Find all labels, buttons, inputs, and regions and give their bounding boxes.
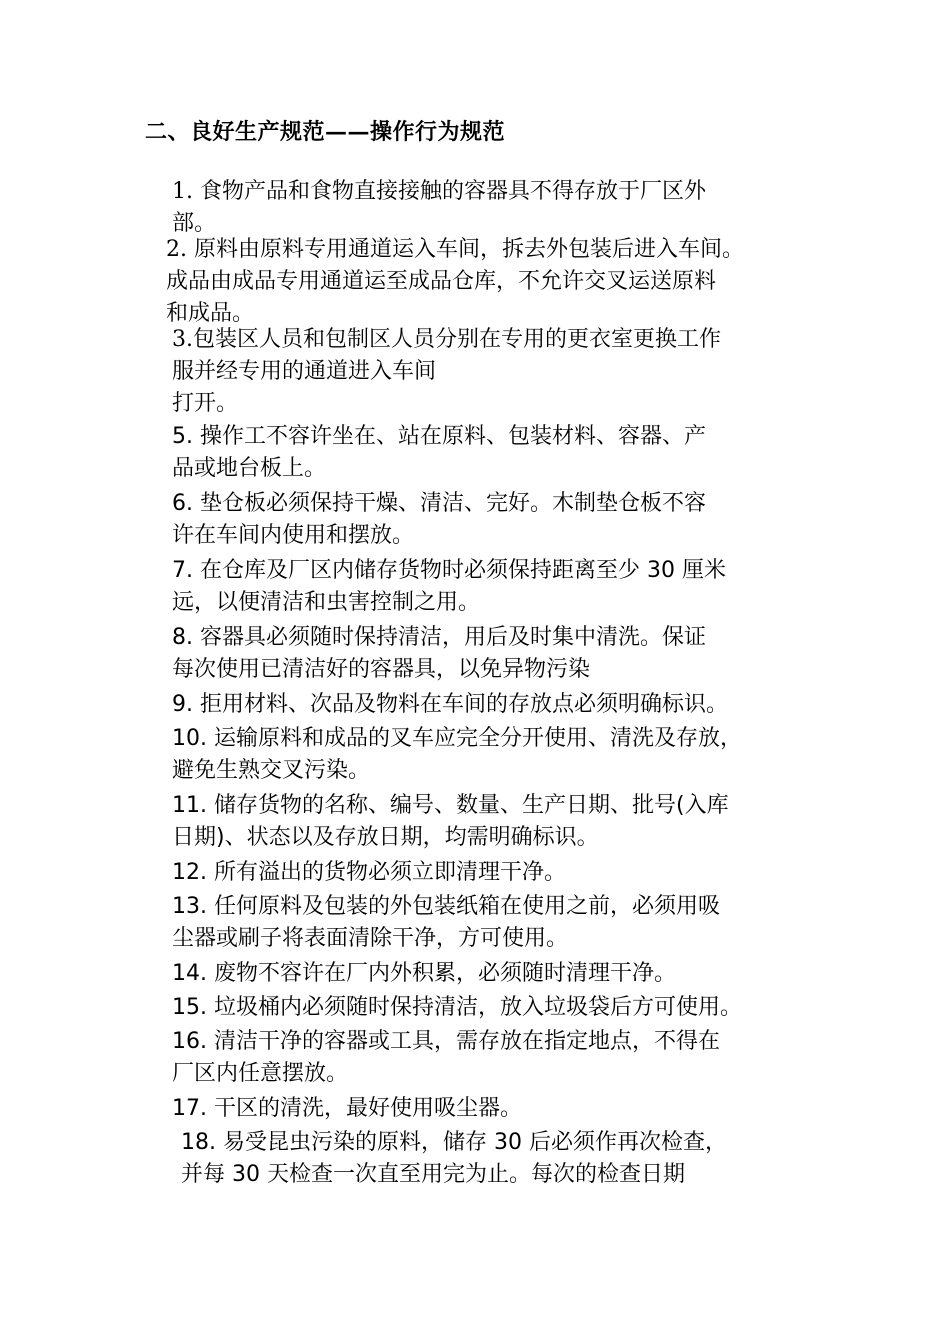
list-item-line: 11. 储存货物的名称、编号、数量、生产日期、批号(入库 <box>172 793 729 818</box>
list-item-line: 远，以便清洁和虫害控制之用。 <box>172 590 481 615</box>
list-item <box>172 689 728 721</box>
list-item <box>172 992 742 1024</box>
list-item-line: 许在车间内使用和摆放。 <box>172 523 415 548</box>
list-item <box>172 958 676 990</box>
list-item <box>172 176 706 240</box>
list-item-line: 2. 原料由原料专用通道运入车间，拆去外包装后进入车间。 <box>166 237 744 262</box>
section-heading: 二、良好生产规范——操作行为规范 <box>145 119 506 145</box>
list-item <box>172 891 720 955</box>
list-item-line: 和成品。 <box>166 301 255 326</box>
list-item-line: 12. 所有溢出的货物必须立即清理干净。 <box>172 860 566 885</box>
list-item <box>172 723 742 787</box>
list-item <box>172 622 706 686</box>
list-item <box>172 421 706 485</box>
list-item-line: 9. 拒用材料、次品及物料在车间的存放点必须明确标识。 <box>172 692 728 717</box>
list-item-line: 品或地台板上。 <box>172 456 327 481</box>
list-item-line: 打开。 <box>172 391 239 416</box>
list-item-line: 成品由成品专用通道运至成品仓库，不允许交叉运送原料 <box>166 269 717 294</box>
list-item-line: 尘器或刷子将表面清除干净，方可使用。 <box>172 926 569 951</box>
list-item <box>172 857 566 889</box>
list-item-line: 3.包装区人员和包制区人员分别在专用的更衣室更换工作 <box>172 327 721 352</box>
list-item-line: 部。 <box>172 211 217 236</box>
list-item-line: 14. 废物不容许在厂内外积累，必须随时清理干净。 <box>172 961 676 986</box>
list-item-line: 8. 容器具必须随时保持清洁，用后及时集中清洗。保证 <box>172 625 706 650</box>
list-item-line: 16. 清洁干净的容器或工具，需存放在指定地点，不得在 <box>172 1029 720 1054</box>
list-item-line: 6. 垫仓板必须保持干燥、清洁、完好。木制垫仓板不容 <box>172 491 706 516</box>
list-item-line: 5. 操作工不容许坐在、站在原料、包装材料、容器、产 <box>172 424 706 449</box>
list-item-line: 并每 30 天检查一次直至用完为止。每次的检查日期 <box>181 1162 685 1187</box>
list-item-line: 避免生熟交叉污染。 <box>172 758 371 783</box>
list-item-line: 日期)、状态以及存放日期，均需明确标识。 <box>172 825 599 850</box>
list-item <box>172 1093 522 1125</box>
list-item-line: 18. 易受昆虫污染的原料，储存 30 后必须作再次检查， <box>181 1130 727 1155</box>
list-item <box>172 324 721 420</box>
list-item <box>181 1127 727 1191</box>
list-item-line: 15. 垃圾桶内必须随时保持清洁，放入垃圾袋后方可使用。 <box>172 995 742 1020</box>
list-item-line: 每次使用已清洁好的容器具，以免异物污染 <box>172 657 591 682</box>
list-item <box>172 1026 720 1090</box>
list-item-line: 7. 在仓库及厂区内储存货物时必须保持距离至少 30 厘米 <box>172 558 726 583</box>
list-item-line: 1. 食物产品和食物直接接触的容器具不得存放于厂区外 <box>172 179 706 204</box>
list-item-line: 厂区内任意摆放。 <box>172 1061 349 1086</box>
list-item <box>166 234 744 330</box>
list-item <box>172 488 706 552</box>
list-item-line: 17. 干区的清洗，最好使用吸尘器。 <box>172 1096 522 1121</box>
list-item <box>172 555 726 619</box>
list-item-line: 10. 运输原料和成品的叉车应完全分开使用、清洗及存放， <box>172 726 742 751</box>
list-item <box>172 790 729 854</box>
list-item-line: 13. 任何原料及包装的外包装纸箱在使用之前，必须用吸 <box>172 894 720 919</box>
list-item-line: 服并经专用的通道进入车间 <box>172 359 437 384</box>
